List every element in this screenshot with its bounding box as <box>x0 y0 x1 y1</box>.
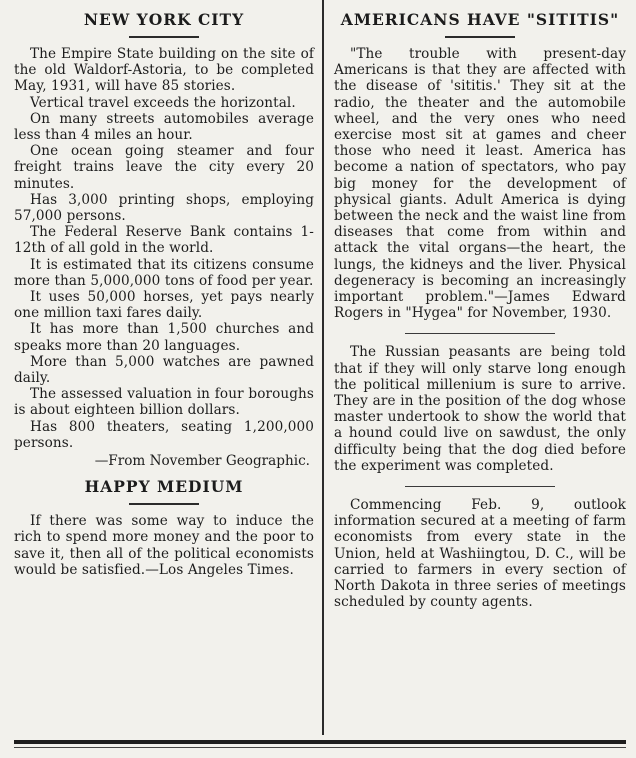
article-paragraph: It is estimated that its citizens consume more than 5,000,000 tons of food per year. <box>14 256 314 289</box>
left-column <box>14 8 314 578</box>
article-paragraph: "The trouble with present-day Americans is that they are affected with the disease of 'sititis.' They sit at the radio, the theater and the automobile wheel, and the very ones who need exercise most sit at games and cheer those who need it least. America has become a nation of spectators, who pay big money for the development of physical giants. Adult America is dying between the neck and the waist line from diseases that come from within and attack the vital organs—the heart, the lungs, the kidneys and the liver. Physical degeneracy is becoming an increasingly important problem."—James Edward Rogers in "Hygea" for November, 1930. <box>334 46 626 322</box>
section-separator <box>405 333 555 334</box>
article-new-york-city <box>14 10 314 469</box>
heading-rule <box>129 36 199 38</box>
article-paragraph: The assessed valuation in four boroughs is about eighteen billion dollars. <box>14 386 314 419</box>
article-paragraph: More than 5,000 watches are pawned daily. <box>14 353 314 387</box>
article-paragraph: Has 800 theaters, seating 1,200,000 persons. <box>14 418 314 451</box>
heading-rule <box>445 36 515 38</box>
article-outlook-meetings <box>334 497 626 610</box>
article-paragraph: On many streets automobiles average less than 4 miles an hour. <box>14 110 314 144</box>
bottom-rule <box>14 740 626 744</box>
article-paragraph: The Empire State building on the site of the old Waldorf-Astoria, to be completed May, 1931, will have 85 stories. <box>14 46 314 95</box>
article-heading: HAPPY MEDIUM <box>84 477 244 497</box>
article-source: —From November Geographic. <box>94 453 310 470</box>
article-russian-peasants <box>334 344 626 474</box>
article-happy-medium <box>14 477 314 578</box>
article-paragraph: Has 3,000 printing shops, employing 57,000 persons. <box>14 191 314 225</box>
heading-rule <box>129 503 199 505</box>
article-heading: AMERICANS HAVE "SITITIS" <box>340 10 620 29</box>
article-paragraph: The Federal Reserve Bank contains 1-12th of all gold in the world. <box>14 224 314 257</box>
article-paragraph: If there was some way to induce the rich to spend more money and the poor to save it, then all of the political economists would be satisfied.—Los Angeles Times. <box>14 513 314 578</box>
column-divider <box>322 0 324 735</box>
article-americans-sititis <box>334 10 626 321</box>
article-paragraph: Vertical travel exceeds the horizontal. <box>30 94 296 111</box>
article-paragraph: The Russian peasants are being told that if they will only starve long enough the political millenium is sure to arrive. They are in the position of the dog whose master undertook to show the world that a hound could live on sawdust, the only difficulty being that the dog died before the experiment was completed. <box>334 344 626 474</box>
article-paragraph: It uses 50,000 horses, yet pays nearly one million taxi fares daily. <box>14 289 314 322</box>
article-paragraph: It has more than 1,500 churches and speaks more than 20 languages. <box>14 321 314 354</box>
section-separator <box>405 486 555 487</box>
bottom-rule-thin <box>14 747 626 748</box>
article-heading: NEW YORK CITY <box>83 10 245 29</box>
article-paragraph: Commencing Feb. 9, outlook information secured at a meeting of farm economists from every state in the Union, held at Washiingtou, D. C., will be carried to farmers in every section of North Dakota in three series of meetings scheduled by county agents. <box>334 497 626 611</box>
right-column <box>334 8 626 611</box>
article-paragraph: One ocean going steamer and four freight trains leave the city every 20 minutes. <box>14 143 314 192</box>
